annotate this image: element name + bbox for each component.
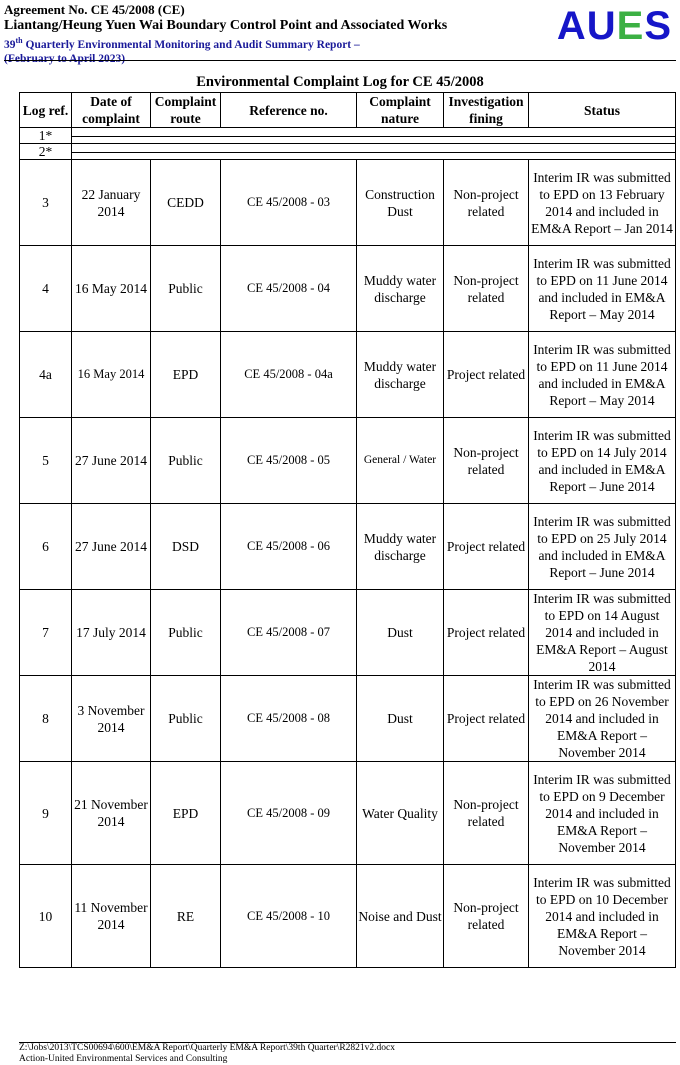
struck-out-cell <box>72 144 676 160</box>
nature-cell: Muddy water discharge <box>357 504 444 590</box>
table-row <box>20 676 676 762</box>
status-cell: Interim IR was submitted to EPD on 10 December 2014 and included in EM&A Report – November 2014 <box>529 865 676 968</box>
table-row <box>20 504 676 590</box>
date-cell: 16 May 2014 <box>72 332 151 418</box>
company-name: Action-United Environmental Services and Consulting <box>19 1054 228 1064</box>
status-cell: Interim IR was submitted to EPD on 11 June 2014 and included in EM&A Report – May 2014 <box>529 332 676 418</box>
project-title: Liantang/Heung Yuen Wai Boundary Control Point and Associated Works <box>4 18 448 33</box>
report-number: 39 <box>4 38 16 51</box>
report-period: (February to April 2023) <box>4 52 126 65</box>
date-cell: 21 November 2014 <box>72 762 151 865</box>
column-header: Date of complaint <box>72 93 151 128</box>
finding-cell: Non-project related <box>444 160 529 246</box>
log-ref-cell: 3 <box>20 160 72 246</box>
column-header: Complaint route <box>151 93 221 128</box>
table-row <box>20 160 676 246</box>
route-cell: Public <box>151 676 221 762</box>
date-cell: 27 June 2014 <box>72 504 151 590</box>
nature-cell: Dust <box>357 590 444 676</box>
reference-cell: CE 45/2008 - 04 <box>221 246 357 332</box>
column-header: Log ref. <box>20 93 72 128</box>
table-row-empty <box>20 128 676 144</box>
log-ref-cell: 5 <box>20 418 72 504</box>
finding-cell: Non-project related <box>444 762 529 865</box>
report-title-text: Quarterly Environmental Monitoring and Audit Summary Report – <box>22 38 360 51</box>
table-row <box>20 332 676 418</box>
date-cell: 11 November 2014 <box>72 865 151 968</box>
date-cell: 27 June 2014 <box>72 418 151 504</box>
log-ref-cell: 6 <box>20 504 72 590</box>
finding-cell: Non-project related <box>444 246 529 332</box>
route-cell: Public <box>151 418 221 504</box>
reference-cell: CE 45/2008 - 03 <box>221 160 357 246</box>
table-row <box>20 865 676 968</box>
log-ref-cell: 2* <box>20 144 72 160</box>
document-header <box>4 2 564 66</box>
log-ref-cell: 7 <box>20 590 72 676</box>
table-row <box>20 590 676 676</box>
table-row <box>20 246 676 332</box>
finding-cell: Project related <box>444 504 529 590</box>
table-header-row <box>20 93 676 128</box>
nature-cell: Muddy water discharge <box>357 246 444 332</box>
header-divider <box>4 60 676 61</box>
table-title: Environmental Complaint Log for CE 45/2008 <box>196 74 484 90</box>
column-header: Status <box>529 93 676 128</box>
nature-cell: Muddy water discharge <box>357 332 444 418</box>
status-cell: Interim IR was submitted to EPD on 25 July 2014 and included in EM&A Report – June 2014 <box>529 504 676 590</box>
log-ref-cell: 4a <box>20 332 72 418</box>
table-row <box>20 762 676 865</box>
column-header: Complaint nature <box>357 93 444 128</box>
route-cell: CEDD <box>151 160 221 246</box>
column-header: Reference no. <box>221 93 357 128</box>
route-cell: RE <box>151 865 221 968</box>
date-cell: 16 May 2014 <box>72 246 151 332</box>
route-cell: Public <box>151 246 221 332</box>
route-cell: EPD <box>151 332 221 418</box>
status-cell: Interim IR was submitted to EPD on 13 February 2014 and included in EM&A Report – Jan 2014 <box>529 160 676 246</box>
nature-cell: General / Water <box>357 418 444 504</box>
route-cell: DSD <box>151 504 221 590</box>
date-cell: 3 November 2014 <box>72 676 151 762</box>
reference-cell: CE 45/2008 - 06 <box>221 504 357 590</box>
status-cell: Interim IR was submitted to EPD on 9 December 2014 and included in EM&A Report – November 2014 <box>529 762 676 865</box>
ordinal-suffix: th <box>15 36 23 45</box>
status-cell: Interim IR was submitted to EPD on 14 August 2014 and included in EM&A Report – August 2014 <box>529 590 676 676</box>
date-cell: 22 January 2014 <box>72 160 151 246</box>
date-cell: 17 July 2014 <box>72 590 151 676</box>
table-body <box>20 128 676 968</box>
report-title <box>4 34 564 52</box>
status-cell: Interim IR was submitted to EPD on 11 June 2014 and included in EM&A Report – May 2014 <box>529 246 676 332</box>
log-ref-cell: 4 <box>20 246 72 332</box>
log-ref-cell: 1* <box>20 128 72 144</box>
file-path: Z:\Jobs\2013\TCS00694\600\EM&A Report\Quarterly EM&A Report\39th Quarter\R2821v2.docx <box>19 1043 396 1053</box>
route-cell: EPD <box>151 762 221 865</box>
finding-cell: Non-project related <box>444 418 529 504</box>
nature-cell: Noise and Dust <box>357 865 444 968</box>
log-ref-cell: 9 <box>20 762 72 865</box>
reference-cell: CE 45/2008 - 05 <box>221 418 357 504</box>
table-row-empty <box>20 144 676 160</box>
reference-cell: CE 45/2008 - 10 <box>221 865 357 968</box>
nature-cell: Water Quality <box>357 762 444 865</box>
finding-cell: Project related <box>444 332 529 418</box>
reference-cell: CE 45/2008 - 04a <box>221 332 357 418</box>
log-ref-cell: 8 <box>20 676 72 762</box>
table-row <box>20 418 676 504</box>
log-ref-cell: 10 <box>20 865 72 968</box>
reference-cell: CE 45/2008 - 08 <box>221 676 357 762</box>
finding-cell: Project related <box>444 590 529 676</box>
struck-out-cell <box>72 128 676 144</box>
reference-cell: CE 45/2008 - 07 <box>221 590 357 676</box>
nature-cell: Construction Dust <box>357 160 444 246</box>
route-cell: Public <box>151 590 221 676</box>
nature-cell: Dust <box>357 676 444 762</box>
aues-logo: AUES <box>556 4 672 48</box>
status-cell: Interim IR was submitted to EPD on 14 July 2014 and included in EM&A Report – June 2014 <box>529 418 676 504</box>
document-footer <box>19 1043 395 1065</box>
reference-cell: CE 45/2008 - 09 <box>221 762 357 865</box>
status-cell: Interim IR was submitted to EPD on 26 November 2014 and included in EM&A Report – November 2014 <box>529 676 676 762</box>
agreement-number: Agreement No. CE 45/2008 (CE) <box>4 2 185 17</box>
column-header: Investigation fining <box>444 93 529 128</box>
complaint-log-table <box>19 92 676 968</box>
finding-cell: Non-project related <box>444 865 529 968</box>
finding-cell: Project related <box>444 676 529 762</box>
